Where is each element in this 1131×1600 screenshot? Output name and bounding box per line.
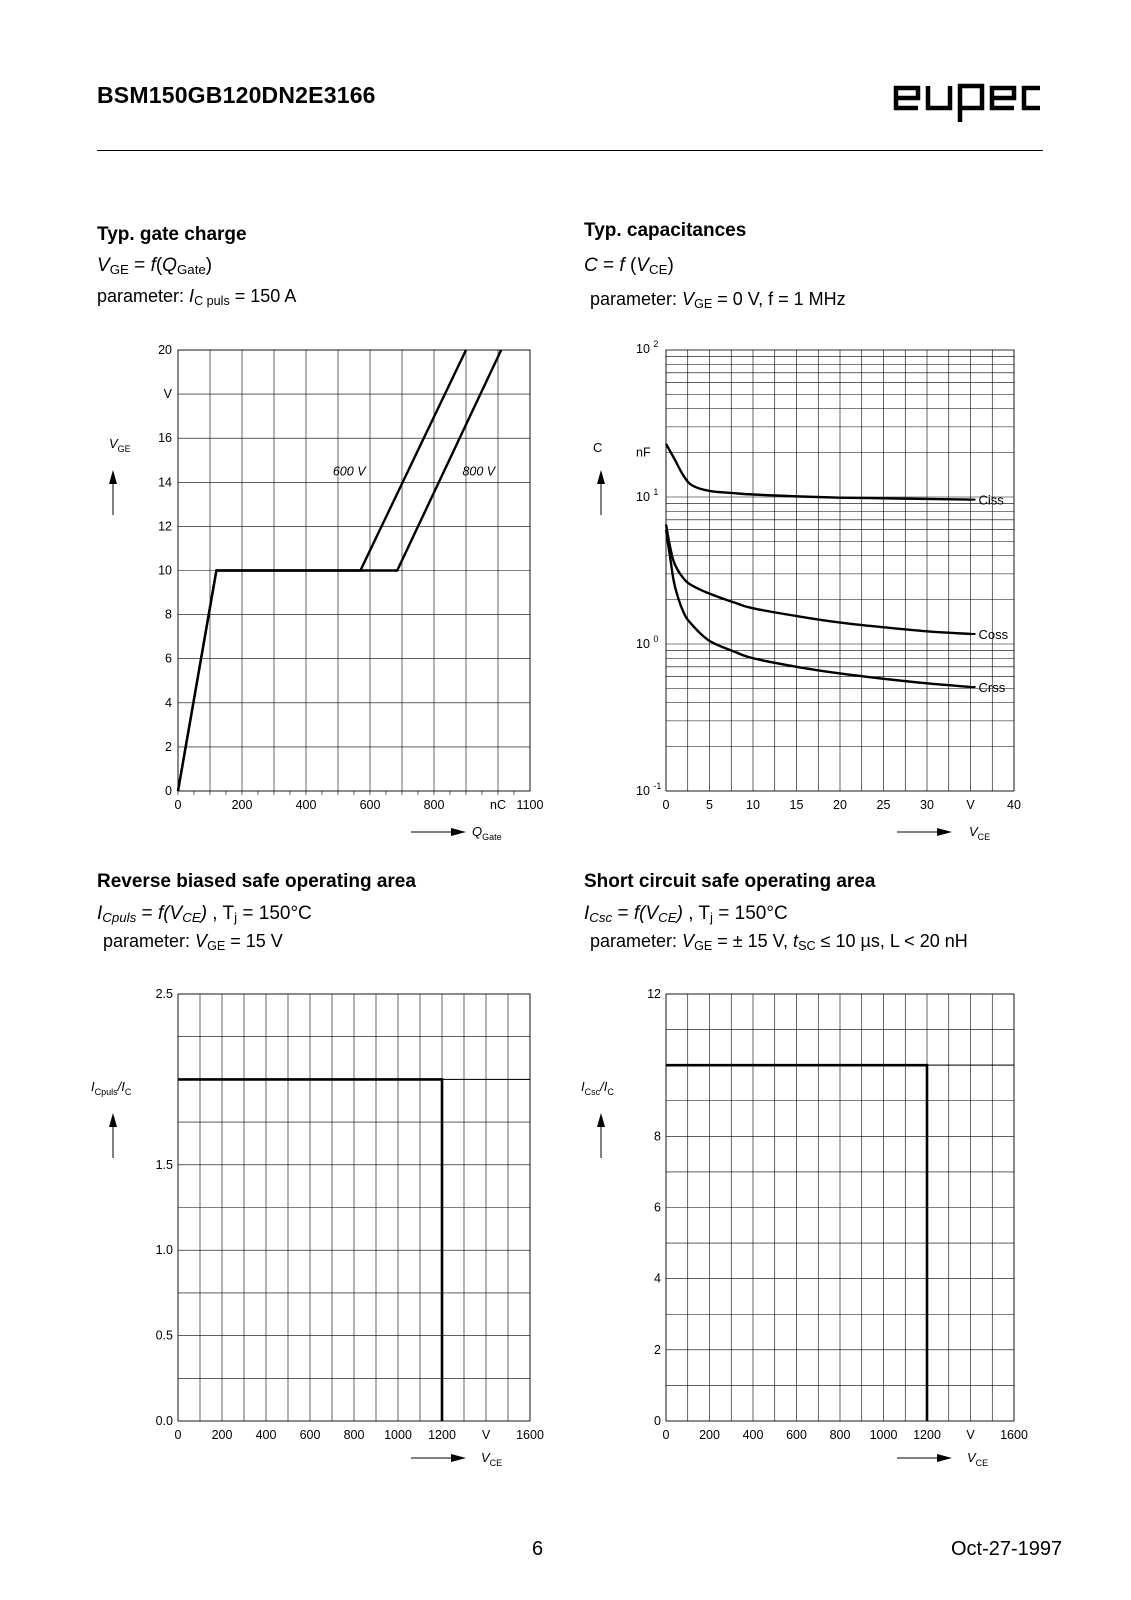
cap-x-axis-label: $V_{CE}$ — [969, 824, 991, 842]
scsoa-title: Short circuit safe operating area — [584, 871, 876, 892]
gate-y-tick-label: 12 — [158, 519, 172, 534]
gate-y-arrow-head — [109, 470, 117, 484]
gate-y-tick-label: 10 — [158, 563, 172, 578]
scsoa-y-arrow-head — [597, 1113, 605, 1127]
cap-x-tick-label: 15 — [789, 798, 804, 812]
capacitances-parameter: parameter: $V_{GE} = 0$ V, f = 1 MHz — [590, 289, 846, 311]
cap-label-coss: Coss — [978, 626, 1009, 642]
gate-y-axis-label: $V_{GE}$ — [109, 436, 131, 454]
scsoa-x-tick-label: 0 — [662, 1428, 670, 1442]
cap-y-tick-label: 10 $^0$ — [636, 634, 659, 651]
scsoa-x-tick-label: 1600 — [1000, 1428, 1028, 1442]
gate-x-tick-label: 0 — [174, 798, 182, 812]
gate-charge-function: $V_{GE} = f(Q_{Gate})$ — [97, 255, 213, 277]
rbsoa-y-tick-label: 0.0 — [155, 1414, 173, 1428]
document-date: Oct-27-1997 — [951, 1538, 1063, 1560]
cap-label-crss: Crss — [978, 679, 1006, 695]
cap-x-tick-label: 5 — [706, 798, 713, 812]
rbsoa-x-tick-label: 1000 — [384, 1428, 412, 1442]
gate-y-tick-label: V — [163, 387, 172, 402]
capacitances-function: C = f $(V_{CE})$ — [584, 255, 674, 277]
rbsoa-x-tick-label: 200 — [211, 1428, 233, 1442]
rbsoa-x-tick-label: 800 — [343, 1428, 365, 1442]
gate-charge-title: Typ. gate charge — [97, 224, 247, 245]
rbsoa-x-tick-label: 600 — [299, 1428, 321, 1442]
rbsoa-title: Reverse biased safe operating area — [97, 871, 416, 892]
rbsoa-x-tick-label: V — [481, 1428, 491, 1442]
scsoa-y-tick-label: 8 — [654, 1129, 661, 1144]
gate-x-tick-label: 400 — [295, 798, 317, 812]
scsoa-x-axis-label: $V_{CE}$ — [967, 1450, 989, 1468]
scsoa-y-axis-label: $I_{Csc}/I_C$ — [581, 1079, 614, 1097]
gate-x-tick-label: 200 — [231, 798, 253, 812]
rbsoa-x-tick-label: 1200 — [428, 1428, 456, 1442]
gate-x-tick-label: nC — [490, 798, 506, 812]
capacitances-title: Typ. capacitances — [584, 220, 747, 241]
scsoa-y-tick-label: 4 — [654, 1271, 661, 1286]
cap-y-axis-label: C — [593, 440, 603, 455]
rbsoa-x-axis-label: $V_{CE}$ — [481, 1450, 503, 1468]
gate-x-tick-label: 600 — [359, 798, 381, 812]
gate-y-tick-label: 2 — [165, 739, 172, 754]
scsoa-x-tick-label: 1200 — [913, 1428, 941, 1442]
rbsoa-y-tick-label: 1.0 — [155, 1243, 173, 1258]
scsoa-x-tick-label: 1000 — [869, 1428, 898, 1442]
rbsoa-x-tick-label: 0 — [174, 1428, 182, 1442]
scsoa-y-tick-label: 12 — [647, 987, 661, 1001]
rbsoa-y-arrow-head — [109, 1113, 117, 1127]
gate-y-tick-label: 20 — [158, 343, 172, 357]
gate-y-tick-label: 4 — [165, 695, 172, 710]
cap-x-tick-label: 0 — [662, 798, 670, 812]
page-title: BSM150GB120DN2E3166 — [97, 82, 376, 108]
gate-charge-parameter: parameter: $I_{C puls} = 150$ A — [97, 286, 297, 308]
rbsoa-y-tick-label: 1.5 — [155, 1157, 173, 1172]
scsoa-x-tick-label: 400 — [742, 1428, 764, 1442]
scsoa-x-tick-label: 600 — [786, 1428, 807, 1442]
gate-y-tick-label: 14 — [158, 475, 172, 490]
scsoa-y-tick-label: 2 — [654, 1342, 661, 1357]
rbsoa-y-tick-label: 0.5 — [155, 1328, 173, 1343]
gate-x-tick-label: 1100 — [516, 798, 544, 812]
rbsoa-x-tick-label: 400 — [255, 1428, 277, 1442]
gate-y-tick-label: 6 — [165, 651, 172, 666]
cap-x-tick-label: 30 — [920, 798, 934, 812]
cap-y-tick-label: 10 $^2$ — [636, 339, 659, 356]
cap-x-tick-label: V — [966, 798, 975, 812]
scsoa-y-tick-label: 0 — [654, 1414, 661, 1428]
rbsoa-y-tick-label: 2.5 — [155, 987, 173, 1001]
rbsoa-x-tick-label: 1600 — [516, 1428, 544, 1442]
scsoa-x-tick-label: 800 — [829, 1428, 851, 1442]
cap-y-unit: nF — [636, 445, 651, 460]
cap-x-tick-label: 10 — [746, 798, 760, 812]
gate-y-tick-label: 8 — [165, 607, 172, 622]
rbsoa-parameter: parameter: $V_{GE} = 15$ V — [103, 931, 283, 953]
rbsoa-x-arrow-head — [451, 1454, 466, 1462]
cap-x-tick-label: 25 — [876, 798, 891, 812]
rbsoa-y-axis-label: $I_{Cpuls}/I_C$ — [91, 1079, 132, 1097]
gate-label-800v: 800 V — [462, 464, 496, 479]
scsoa-x-arrow-head — [937, 1454, 952, 1462]
gate-x-tick-label: 800 — [423, 798, 445, 812]
cap-label-ciss: Ciss — [978, 492, 1004, 508]
scsoa-x-tick-label: V — [966, 1428, 975, 1442]
cap-y-tick-label: 10 $^1$ — [636, 487, 659, 504]
cap-x-arrow-head — [937, 828, 952, 836]
gate-label-600v: 600 V — [332, 464, 366, 479]
scsoa-x-tick-label: 200 — [699, 1428, 720, 1442]
cap-y-tick-label: 10 $^{-1}$ — [636, 781, 662, 798]
gate-x-arrow-head — [451, 828, 466, 836]
gate-y-tick-label: 0 — [165, 784, 172, 798]
scsoa-y-tick-label: 6 — [654, 1200, 661, 1215]
cap-y-arrow-head — [597, 470, 605, 484]
rbsoa-function: $I_{Cpuls} = f(V_{CE})$ , $T_j = 150^\circ C$ — [97, 903, 312, 925]
gate-x-axis-label: $Q_{Gate}$ — [472, 824, 502, 842]
gate-y-tick-label: 16 — [158, 431, 172, 446]
cap-x-tick-label: 40 — [1007, 798, 1021, 812]
scsoa-parameter: parameter: $V_{GE}$ = ± 15 V, $t_{SC} \le 10$ µs, L < 20 nH — [590, 931, 968, 953]
scsoa-function: $I_{Csc} = f(V_{CE})$ , $T_j = 150^\circ C$ — [584, 903, 788, 925]
cap-x-tick-label: 20 — [833, 798, 847, 812]
page-number: 6 — [532, 1538, 544, 1560]
